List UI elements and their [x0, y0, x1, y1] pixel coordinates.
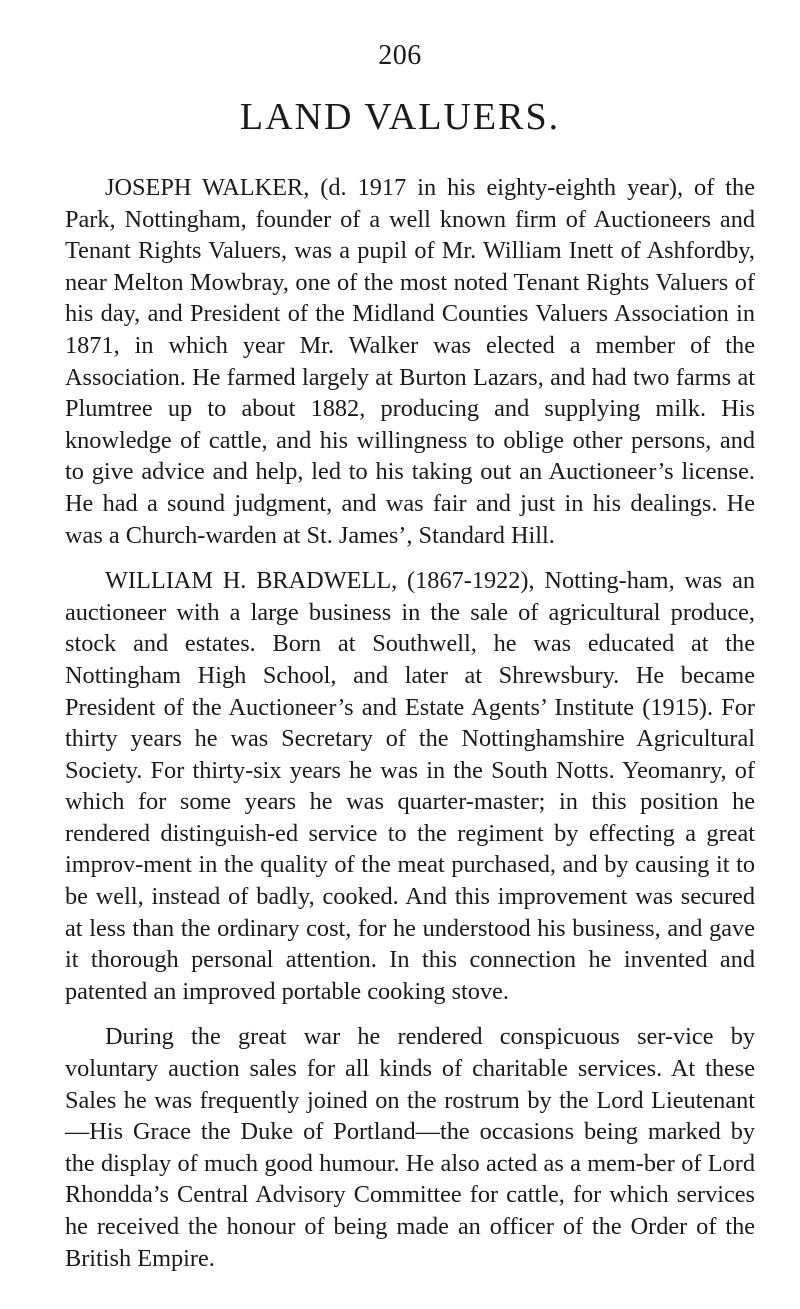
- section-title: LAND VALUERS.: [239, 96, 561, 138]
- paragraph-great-war-service: During the great war he rendered conspicuous ser-vice by voluntary auction sales for all kinds of charitable services. At these Sales he was frequently joined on the rostrum by the Lord Lieutenant—His Grace the Duke of Portland—the occasions being marked by the display of much good humour. He also acted as a mem-ber of Lord Rhondda’s Central Advisory Committee for cattle, for which services he received the honour of being made an officer of the Order of the British Empire.: [65, 1023, 755, 1272]
- body-text: [65, 172, 755, 1288]
- paragraph-joseph-walker: JOSEPH WALKER, (d. 1917 in his eighty-eighth year), of the Park, Nottingham, founder of a well known firm of Auctioneers and Tenant Rights Valuers, was a pupil of Mr. William Inett of Ashfordby, near Melton Mowbray, one of the most noted Tenant Rights Valuers of his day, and President of the Midland Counties Valuers Association in 1871, in which year Mr. Walker was elected a member of the Association. He farmed largely at Burton Lazars, and had two farms at Plumtree up to about 1882, producing and supplying milk. His knowledge of cattle, and his willingness to oblige other persons, and to give advice and help, led to his taking out an Auctioneer’s license. He had a sound judgment, and was fair and just in his dealings. He was a Church-warden at St. James’, Standard Hill.: [65, 174, 755, 549]
- page-number: 206: [378, 40, 422, 71]
- paragraph-william-bradwell: WILLIAM H. BRADWELL, (1867-1922), Notting-ham, was an auctioneer with a large business in the sale of agricultural produce, stock and estates. Born at Southwell, he was educated at the Nottingham High School, and later at Shrewsbury. He became President of the Auctioneer’s and Estate Agents’ Institute (1915). For thirty years he was Secretary of the Nottinghamshire Agricultural Society. For thirty-six years he was in the South Notts. Yeomanry, of which for some years he was quarter-master; in this position he rendered distinguish-ed service to the regiment by effecting a great improv-ment in the quality of the meat purchased, and by causing it to be well, instead of badly, cooked. And this improvement was secured at less than the ordinary cost, for he understood his business, and gave it thorough personal attention. In this connection he invented and patented an improved portable cooking stove.: [65, 567, 755, 1005]
